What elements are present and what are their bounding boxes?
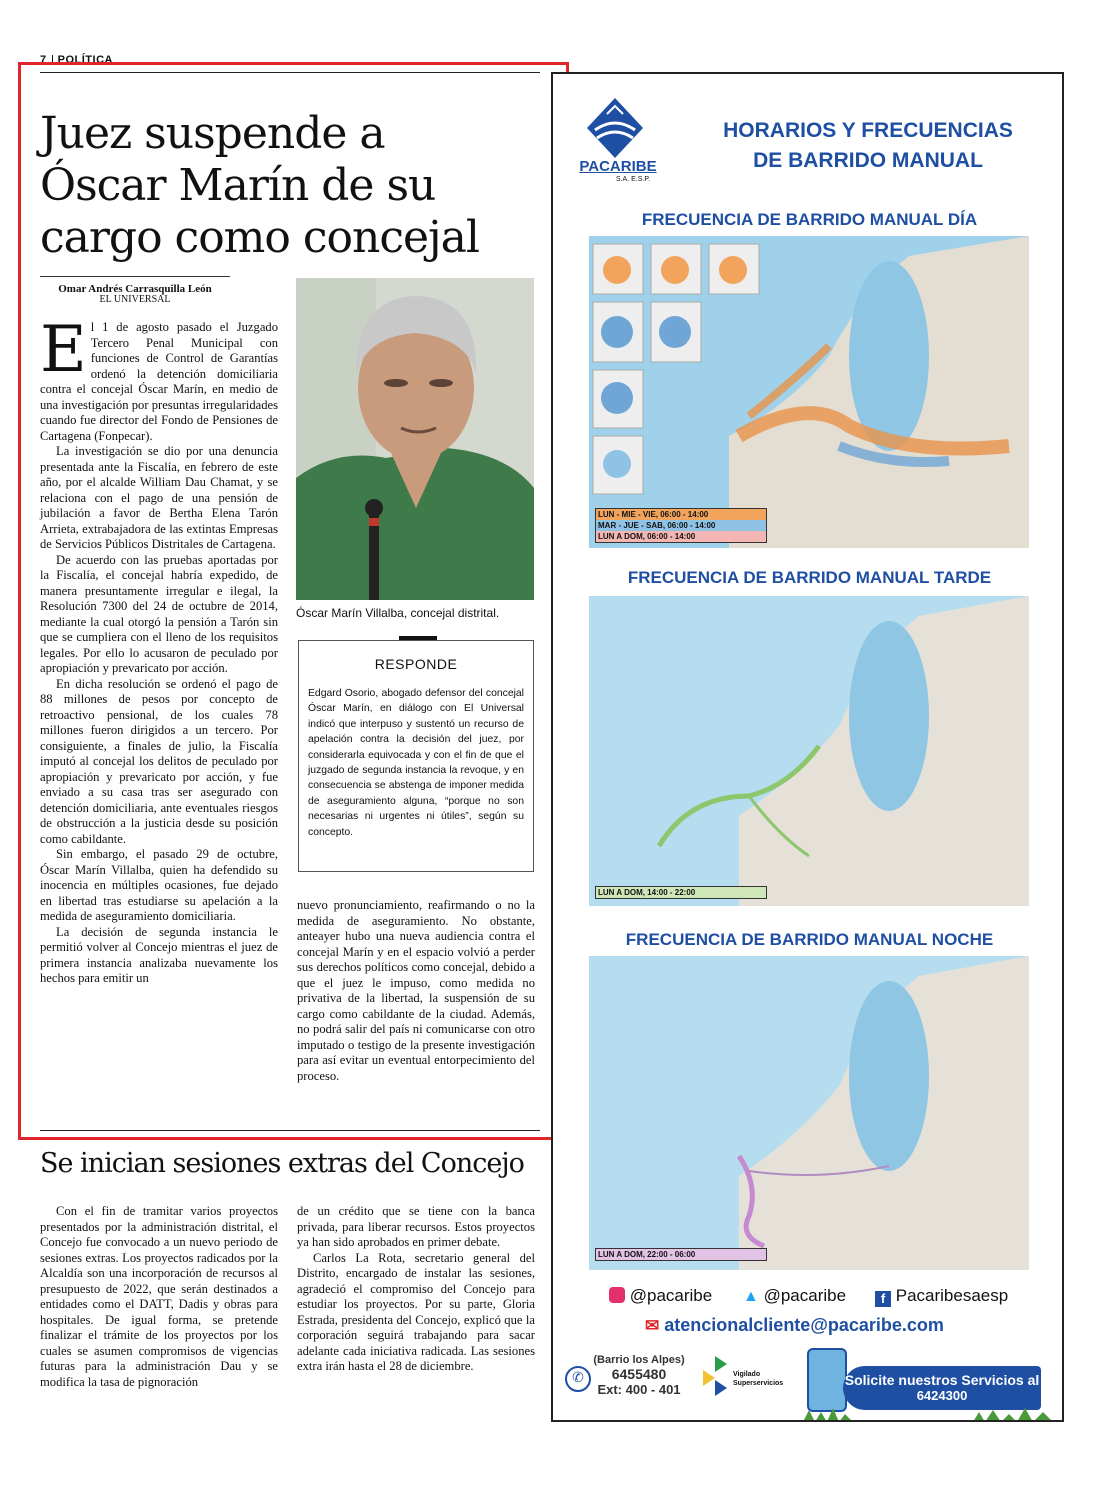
legend-item: LUN A DOM, 14:00 - 22:00	[596, 887, 766, 898]
byline-rule	[40, 276, 230, 277]
twitter-handle[interactable]	[743, 1286, 846, 1306]
headline-line: Juez suspende a	[40, 108, 385, 159]
vigilado-line: Superservicios	[733, 1380, 784, 1387]
email-line[interactable]	[645, 1315, 944, 1336]
twitter-icon: ▲	[743, 1288, 759, 1305]
sidebar-title: RESPONDE	[374, 656, 458, 672]
map-night-illustration	[589, 956, 1029, 1270]
office-label: (Barrio los Alpes)	[593, 1354, 685, 1366]
pacaribe-ad	[551, 72, 1064, 1422]
instagram-text: @pacaribe	[629, 1286, 713, 1305]
section-title-afternoon: FRECUENCIA DE BARRIDO MANUAL TARDE	[627, 568, 992, 587]
paragraph: De acuerdo con las pruebas aportadas por la Fiscalía, el concejal habría expedido, de manera presuntamente irregular e ilegal, la Resolución 7300 del 24 de octubre de 2014, mediante la cual otorgó la pensión a Tarón sin que se cumpliera con el lleno de los requisitos legales. Por ello lo acusaron de peculado por apropiación y prevaricato por acción.	[40, 552, 278, 675]
ad-title	[683, 116, 1053, 176]
vigilado-logo-icon	[703, 1356, 727, 1396]
portrait-photo	[296, 278, 534, 600]
ad-title-line: DE BARRIDO MANUAL	[753, 149, 983, 172]
twitter-text: @pacaribe	[763, 1286, 847, 1305]
instagram-icon	[609, 1287, 625, 1303]
map-afternoon-illustration	[589, 596, 1029, 906]
paragraph: Sin embargo, el pasado 29 de octubre, Óscar Marín Villalba, quien ha defendido su inocencia en múltiples ocasiones, fue dejado en libertad tras estudiarse su apelación a la medida de aseguramiento domiciliaria.	[40, 847, 278, 923]
email-text: atencionalcliente@pacaribe.com	[664, 1315, 944, 1335]
instagram-handle[interactable]	[609, 1286, 712, 1306]
legend-item: LUN A DOM, 22:00 - 06:00	[596, 1249, 766, 1260]
phone-number[interactable]: 6455480	[611, 1366, 667, 1382]
paragraph: La investigación se dio por una denuncia presentada ante la Fiscalía, en febrero de este año, por el alcalde William Dau Chamat, y se relaciona con el pago de una pensión de jubilación a favor de Bertha Elena Tarón Arrieta, extrabajadora de las extintas Empresas de Servicios Públicos Distritales de Cartagena.	[40, 444, 278, 551]
photo-caption: Óscar Marín Villalba, concejal distrital.	[296, 606, 500, 620]
phone-ext: Ext: 400 - 401	[597, 1382, 681, 1397]
drop-cap: E	[40, 313, 87, 387]
logo-mark-icon	[585, 96, 645, 160]
author-name: Omar Andrés Carrasquilla León	[58, 283, 212, 295]
section-rule	[40, 1130, 540, 1131]
section-title-night: FRECUENCIA DE BARRIDO MANUAL NOCHE	[625, 930, 994, 949]
paragraph	[40, 313, 278, 444]
vigilado-line: Vigilado	[733, 1371, 761, 1378]
map-day	[589, 236, 1029, 548]
pacaribe-logo	[573, 96, 663, 186]
contact-block	[589, 1354, 689, 1397]
headline-line: cargo como concejal	[40, 212, 479, 263]
paragraph: La decisión de segunda instancia le permitió volver al Concejo mientras el juez de primera instancia analizaba nuevamente los hechos para emitir un	[40, 924, 278, 985]
legend-item: LUN A DOM, 06:00 - 14:00	[596, 531, 766, 542]
map-afternoon	[589, 596, 1029, 906]
article2-headline: Se inician sesiones extras del Concejo	[40, 1148, 524, 1179]
paragraph-text: l 1 de agosto pasado el Juzgado Tercero Penal Municipal con funciones de Control de Garantías ordenó la detención domiciliaria contra el concejal Óscar Marín, en medio de una investigación por presuntas irregularidades cuando fue director del Fondo de Pensiones de Cartagena (Fonpecar).	[40, 320, 278, 443]
article2-column-1	[40, 1204, 278, 1390]
section-name: POLÍTICA	[57, 54, 113, 66]
cta-banner[interactable]	[843, 1366, 1041, 1410]
grass-decoration	[553, 1408, 1064, 1422]
facebook-icon: f	[875, 1291, 891, 1307]
paragraph: nuevo pronunciamiento, reafirmando o no la medida de aseguramiento. No obstante, anteayer hubo una nueva audiencia contra el concejal Marín y en el espacio volvió a perder sus derechos políticos como concejal, debido a que el juez le impuso, como medida no privativa de la libertad, la suspensión de su cargo como cabildante de la ciudad. Además, no podrá salir del país ni comunicarse con otro imputado o testigo de la presente investigación para así evitar un eventual entorpecimiento del proceso.	[297, 898, 535, 1083]
legend-night	[595, 1248, 767, 1261]
facebook-handle[interactable]	[875, 1286, 1008, 1307]
phone-icon: ✆	[565, 1366, 591, 1392]
article-column-2	[297, 898, 535, 1084]
outlet-name: EL UNIVERSAL	[99, 294, 171, 305]
legend-day	[595, 508, 767, 543]
article-column-1	[40, 313, 278, 987]
map-day-illustration	[589, 236, 1029, 548]
legend-item: MAR - JUE - SAB, 06:00 - 14:00	[596, 520, 766, 531]
smartphone-icon	[807, 1348, 847, 1412]
headline-line: Óscar Marín de su	[40, 160, 436, 211]
facebook-text: Pacaribesaesp	[895, 1286, 1009, 1305]
article-headline	[40, 108, 540, 264]
cta-line: Solicite nuestros Servicios al	[844, 1372, 1040, 1388]
legend-afternoon	[595, 886, 767, 899]
cta-phone: 6424300	[916, 1388, 968, 1403]
paragraph: En dicha resolución se ordenó el pago de 88 millones de pesos por concepto de retroactivo pensional, de los cuales 78 millones fueron dirigidos a un tercero. Por consiguiente, a finales de julio, la Fiscalía imputó al concejal los delitos de peculado por apropiación y prevaricato por acción, y fue enviado a su casa tras ser asegurado con detención domiciliaria, ante eventuales riesgos de obstrucción a la justicia desde su posición como cabildante.	[40, 676, 278, 846]
mail-icon: ✉	[645, 1316, 660, 1335]
brand-name: PACARIBE	[579, 158, 657, 175]
article2-column-2	[297, 1204, 535, 1375]
paragraph: Con el fin de tramitar varios proyectos presentados por la administración distrital, el Concejo fue convocado a un nuevo periodo de sesiones extras. Los proyectos radicados por la Alcaldía son una incorporación de recursos al presupuesto de 2022, que serán destinados a entidades como el DATT, Dadis y obras para hospitales. De igual forma, se pretende finalizar el trámite de los proyectos por los cuales se asumen compromisos de vigencias futuras para la administración Dau y se modifica la tasa de pignoración	[40, 1204, 278, 1389]
page-number: 7	[40, 54, 47, 66]
portrait-illustration	[296, 278, 534, 600]
brand-sub: S.A. E.S.P.	[615, 176, 651, 183]
sidebar-text: Edgard Osorio, abogado defensor del concejal Óscar Marín, en diálogo con El Universal indicó que interpuso y sustentó un recurso de apelación contra la decisión del juez, por considerarla equivocada y con el fin de que el juzgado de segunda instancia la revoque, y en consecuencia se abstenga de imponer medida de aseguramiento alguna, “porque no son necesarias ni urgentes ni útiles”, según su concepto.	[308, 688, 524, 838]
vigilado-text	[733, 1370, 783, 1388]
ad-title-line: HORARIOS Y FRECUENCIAS	[723, 119, 1013, 142]
paragraph: Carlos La Rota, secretario general del Distrito, encargado de instalar las sesiones, agradeció el compromiso del Concejo para estudiar los proyectos. Por su parte, Gloria Estrada, presidenta del Concejo, explicó que la corporación seguirá trabajando para sacar adelante cada iniciativa radicada. Las sesiones extra irán hasta el 28 de diciembre.	[297, 1250, 535, 1373]
paragraph: de un crédito que se tiene con la banca privada, para liberar recursos. Estos proyectos ya han sido aprobados en primer debate.	[297, 1204, 535, 1249]
legend-item: LUN - MIE - VIE, 06:00 - 14:00	[596, 509, 766, 520]
section-title-day: FRECUENCIA DE BARRIDO MANUAL DÍA	[641, 210, 978, 229]
map-night	[589, 956, 1029, 1270]
